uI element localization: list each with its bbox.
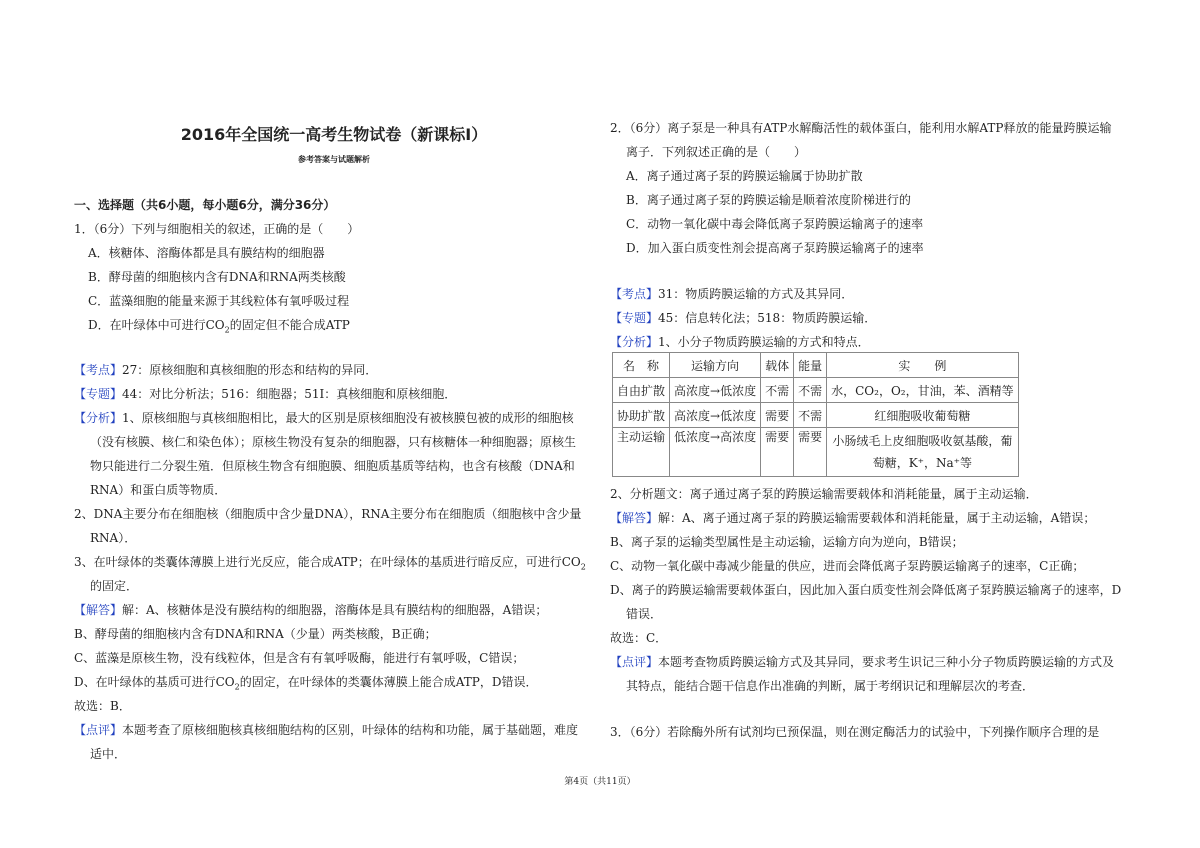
table-cell: 高浓度→低浓度 <box>670 378 761 403</box>
dianping-tag: 【点评】 <box>610 655 659 669</box>
question-2: 2．（6分）离子泵是一种具有ATP水解酶活性的载体蛋白，能利用水解ATP释放的能量跨膜运输 <box>610 121 1112 135</box>
table-cell: 不需 <box>761 378 794 403</box>
table-header: 实 例 <box>827 353 1018 378</box>
transport-table <box>612 352 1019 477</box>
page-footer: 第4页（共11页） <box>564 777 636 787</box>
table-cell: 高浓度→低浓度 <box>670 403 761 428</box>
l-kaodian: 【考点】27：原核细胞和真核细胞的形态和结构的异同． <box>74 363 378 377</box>
question-3: 3．（6分）若除酶外所有试剂均已预保温，则在测定酶活力的试验中，下列操作顺序合理的是 <box>610 725 1100 739</box>
page-title: 2016年全国统一高考生物试卷（新课标Ⅰ） <box>180 125 488 144</box>
l-fenxi-5: 2、DNA主要分布在细胞核（细胞质中含少量DNA），RNA主要分布在细胞质（细胞核中含少量 <box>74 507 582 521</box>
section-heading: 一、选择题（共6小题，每小题6分，满分36分） <box>74 198 336 212</box>
l-answer: 故选：B． <box>74 699 131 713</box>
l-fenxi-4: RNA）和蛋白质等物质． <box>90 483 227 497</box>
dianping-tag: 【点评】 <box>74 723 123 737</box>
q1-option-d: D．在叶绿体中可进行$CO_2$的固定但不能合成ATP <box>88 318 350 335</box>
l-fenxi-1: 【分析】1、原核细胞与真核细胞相比，最大的区别是原核细胞没有被核膜包被的成形的细胞核 <box>74 411 574 425</box>
r-dianping-2: 其特点，能结合题干信息作出准确的判断，属于考纲识记和理解层次的考查． <box>626 679 1035 693</box>
q2-option-c: C．动物一氧化碳中毒会降低离子泵跨膜运输离子的速率 <box>626 217 924 231</box>
kaodian-tag: 【考点】 <box>74 363 123 377</box>
question-2-cont: 离子．下列叙述正确的是（ ） <box>626 145 807 159</box>
table-header: 名 称 <box>613 353 670 378</box>
table-cell: 需要 <box>761 403 794 428</box>
r-jieda-3: C、动物一氧化碳中毒减少能量的供应，进而会降低离子泵跨膜运输离子的速率，C正确； <box>610 559 1085 573</box>
table-cell: 红细胞吸收葡萄糖 <box>827 403 1018 428</box>
fenxi-tag: 【分析】 <box>74 411 123 425</box>
r-jieda-4: D、离子的跨膜运输需要载体蛋白，因此加入蛋白质变性剂会降低离子泵跨膜运输离子的速率，D <box>610 583 1122 597</box>
q2-option-d: D．加入蛋白质变性剂会提高离子泵跨膜运输离子的速率 <box>626 241 924 255</box>
l-jieda-1: 【解答】解：A、核糖体是没有膜结构的细胞器，溶酶体是具有膜结构的细胞器，A错误； <box>74 603 548 617</box>
r-kaodian: 【考点】31：物质跨膜运输的方式及其异同． <box>610 287 854 301</box>
table-row <box>613 428 1019 477</box>
zhuanti-tag: 【专题】 <box>74 387 123 401</box>
l-fenxi-6: RNA）． <box>90 531 137 545</box>
r-answer: 故选：C． <box>610 631 668 645</box>
table-row <box>613 403 1019 428</box>
table-header: 运输方向 <box>670 353 761 378</box>
l-dianping-2: 适中． <box>90 747 127 761</box>
table-cell: 需要 <box>761 428 794 477</box>
table-cell: 低浓度→高浓度 <box>670 428 761 477</box>
table-cell: 不需 <box>794 403 827 428</box>
l-jieda-2: B、酵母菌的细胞核内含有DNA和RNA（少量）两类核酸，B正确； <box>74 627 437 641</box>
r-jieda-5: 错误． <box>626 607 663 621</box>
r-dianping-1: 【点评】本题考查物质跨膜运输方式及其异同，要求考生识记三种小分子物质跨膜运输的方式及 <box>610 655 1115 669</box>
fenxi-tag: 【分析】 <box>610 335 659 349</box>
jieda-tag: 【解答】 <box>74 603 123 617</box>
table-cell: 不需 <box>794 378 827 403</box>
q1-option-a: A．核糖体、溶酶体都是具有膜结构的细胞器 <box>88 246 325 260</box>
l-zhuanti: 【专题】44：对比分析法；516：细胞器；51I：真核细胞和原核细胞． <box>74 387 457 401</box>
l-fenxi-7: 3、在叶绿体的类囊体薄膜上进行光反应，能合成ATP；在叶绿体的基质进行暗反应，可进行$CO_2$ <box>74 555 586 572</box>
table-cell: 需要 <box>794 428 827 477</box>
table-cell: 小肠绒毛上皮细胞吸收氨基酸，葡萄糖，K⁺，Na⁺等 <box>827 428 1018 477</box>
l-fenxi-2: （没有核膜、核仁和染色体）；原核生物没有复杂的细胞器，只有核糖体一种细胞器；原核生 <box>90 435 577 449</box>
page-subtitle: 参考答案与试题解析 <box>298 155 370 164</box>
kaodian-tag: 【考点】 <box>610 287 659 301</box>
q1-option-c: C．蓝藻细胞的能量来源于其线粒体有氧呼吸过程 <box>88 294 350 308</box>
l-jieda-3: C、蓝藻是原核生物，没有线粒体，但是含有有氧呼吸酶，能进行有氧呼吸，C错误； <box>74 651 525 665</box>
table-header: 载体 <box>761 353 794 378</box>
l-fenxi-3: 物只能进行二分裂生殖．但原核生物含有细胞膜、细胞质基质等结构，也含有核酸（DNA和 <box>90 459 575 473</box>
table-cell: 协助扩散 <box>613 403 670 428</box>
r-fenxi-1: 【分析】1、小分子物质跨膜运输的方式和特点． <box>610 335 870 349</box>
table-cell: 主动运输 <box>613 428 670 477</box>
table-row <box>613 378 1019 403</box>
l-dianping-1: 【点评】本题考查了原核细胞核真核细胞结构的区别，叶绿体的结构和功能，属于基础题，难度 <box>74 723 579 737</box>
r-jieda-2: B、离子泵的运输类型属性是主动运输，运输方向为逆向，B错误； <box>610 535 964 549</box>
jieda-tag: 【解答】 <box>610 511 659 525</box>
r-fenxi-2: 2、分析题文：离子通过离子泵的跨膜运输需要载体和消耗能量，属于主动运输． <box>610 487 1038 501</box>
r-jieda-1: 【解答】解：A、离子通过离子泵的跨膜运输需要载体和消耗能量，属于主动运输，A错误； <box>610 511 1096 525</box>
q2-option-b: B．离子通过离子泵的跨膜运输是顺着浓度阶梯进行的 <box>626 193 911 207</box>
zhuanti-tag: 【专题】 <box>610 311 659 325</box>
l-jieda-4: D、在叶绿体的基质可进行$CO_2$的固定，在叶绿体的类囊体薄膜上能合成ATP，D错误． <box>74 675 538 692</box>
r-zhuanti: 【专题】45：信息转化法；518：物质跨膜运输． <box>610 311 877 325</box>
question-1: 1．（6分）下列与细胞相关的叙述，正确的是（ ） <box>74 222 360 236</box>
table-header: 能量 <box>794 353 827 378</box>
q2-option-a: A．离子通过离子泵的跨膜运输属于协助扩散 <box>626 169 863 183</box>
l-fenxi-8: 的固定． <box>90 579 139 593</box>
q1-option-b: B．酵母菌的细胞核内含有DNA和RNA两类核酸 <box>88 270 346 284</box>
table-header-row <box>613 353 1019 378</box>
table-cell: 自由扩散 <box>613 378 670 403</box>
table-cell: 水，CO₂，O₂，甘油，苯、酒精等 <box>827 378 1018 403</box>
